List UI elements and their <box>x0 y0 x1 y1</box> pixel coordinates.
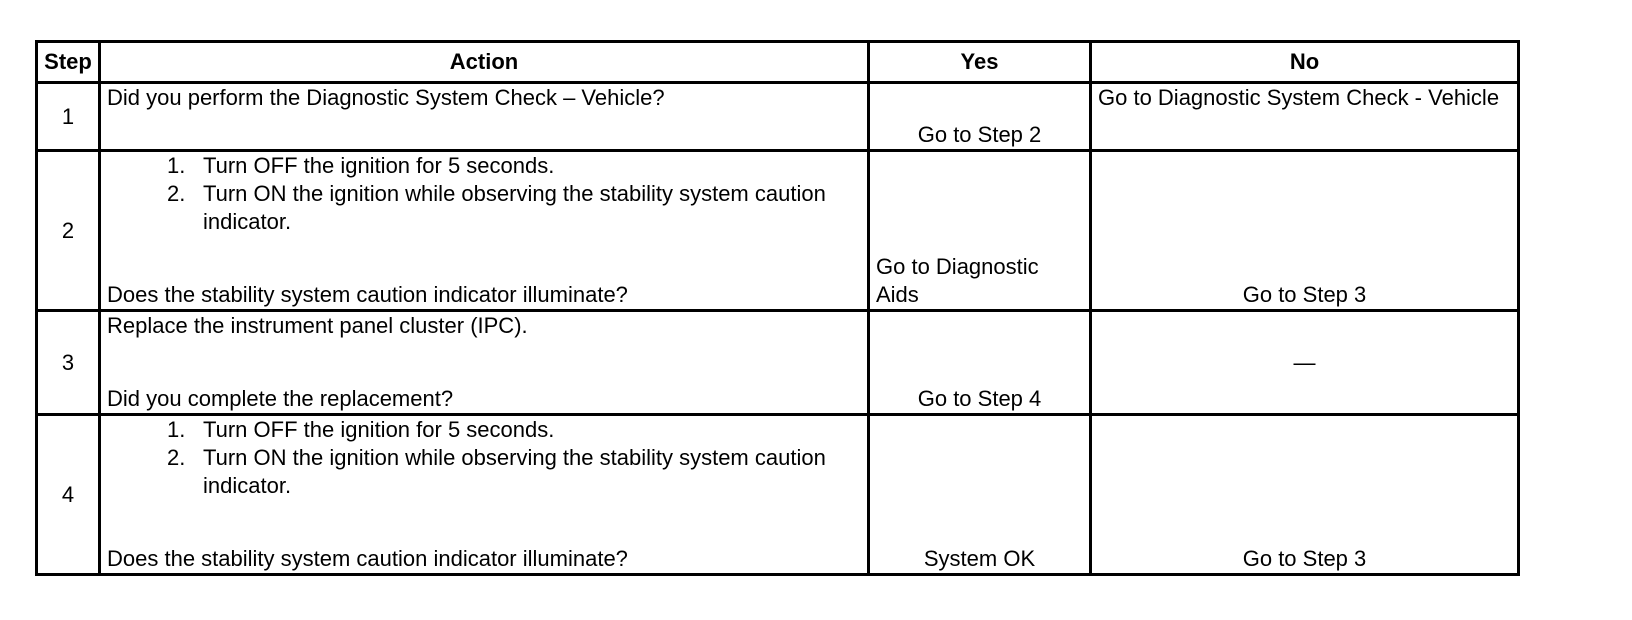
table-row <box>37 151 1519 311</box>
step-number: 3 <box>37 311 100 415</box>
action-cell <box>100 151 869 311</box>
no-cell: Go to Step 3 <box>1091 415 1519 575</box>
column-header-no: No <box>1091 42 1519 83</box>
column-header-action: Action <box>100 42 869 83</box>
instruction-text: Turn ON the ignition while observing the stability system caution indicator. <box>203 181 826 234</box>
instruction-text: Turn OFF the ignition for 5 seconds. <box>203 153 555 178</box>
yes-cell: Go to Step 2 <box>869 83 1091 151</box>
yes-cell: System OK <box>869 415 1091 575</box>
instruction-item <box>167 416 861 444</box>
question-text: Does the stability system caution indicator illuminate? <box>107 282 628 307</box>
table-row <box>37 83 1519 151</box>
yes-cell: Go to Diagnostic Aids <box>869 151 1091 311</box>
question-text: Does the stability system caution indicator illuminate? <box>107 546 628 571</box>
instruction-text: Turn ON the ignition while observing the stability system caution indicator. <box>203 445 826 498</box>
action-text: Did you perform the Diagnostic System Check – Vehicle? <box>107 85 665 110</box>
table-row <box>37 311 1519 415</box>
action-cell <box>100 83 869 151</box>
instruction-text: Turn OFF the ignition for 5 seconds. <box>203 417 555 442</box>
table-header-row <box>37 42 1519 83</box>
action-cell <box>100 415 869 575</box>
instruction-list <box>107 416 861 500</box>
action-text: Replace the instrument panel cluster (IPC). <box>107 313 528 338</box>
no-cell: Go to Step 3 <box>1091 151 1519 311</box>
instruction-number: 1. <box>167 153 186 178</box>
instruction-number: 2. <box>167 181 186 206</box>
step-number: 2 <box>37 151 100 311</box>
column-header-step: Step <box>37 42 100 83</box>
column-header-yes: Yes <box>869 42 1091 83</box>
instruction-list <box>107 152 861 236</box>
yes-cell: Go to Step 4 <box>869 311 1091 415</box>
no-cell: Go to Diagnostic System Check - Vehicle <box>1091 83 1519 151</box>
instruction-number: 2. <box>167 445 186 470</box>
instruction-item <box>167 444 861 500</box>
no-cell: — <box>1091 311 1519 415</box>
instruction-item <box>167 180 861 236</box>
step-number: 4 <box>37 415 100 575</box>
question-text: Did you complete the replacement? <box>107 386 454 411</box>
instruction-number: 1. <box>167 417 186 442</box>
diagnostic-table <box>35 40 1520 576</box>
action-cell <box>100 311 869 415</box>
table-row <box>37 415 1519 575</box>
step-number: 1 <box>37 83 100 151</box>
instruction-item <box>167 152 861 180</box>
